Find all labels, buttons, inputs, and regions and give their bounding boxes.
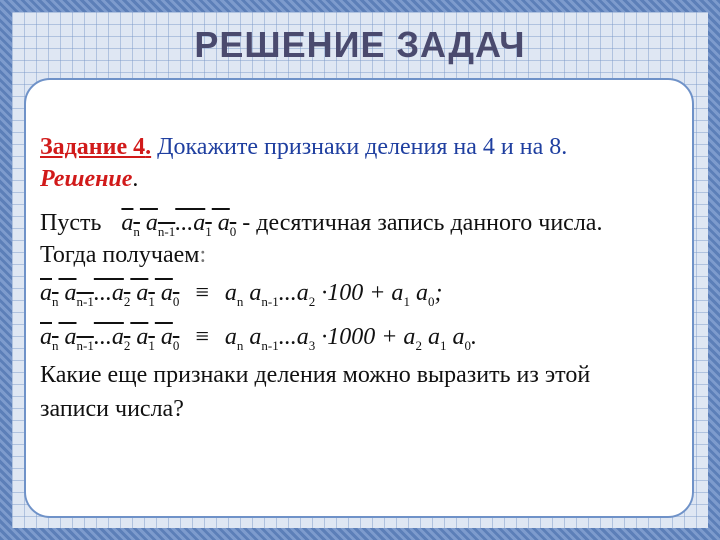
solution-label: Решение	[40, 166, 133, 192]
task-line	[40, 134, 567, 161]
then-text: Тогда получаем	[40, 242, 200, 268]
task-label-dot: .	[145, 134, 152, 160]
then-colon: :	[199, 242, 207, 268]
question-line-1: Какие еще признаки деления можно выразить из этой	[40, 362, 591, 388]
definition-text: - десятичная запись данного числа.	[242, 210, 603, 236]
let-word: Пусть	[40, 210, 102, 236]
page-title: РЕШЕНИЕ ЗАДАЧ	[194, 24, 526, 65]
formula1-lhs: $a_n$ $a_{n-1}...a_2$ $a_1$ $a_0$	[40, 280, 180, 309]
solution-dot: .	[132, 166, 139, 192]
formula-div4	[40, 280, 442, 310]
number-definition-line	[40, 210, 602, 240]
task-label: Задание 4	[40, 134, 146, 160]
formula2-equiv: ≡	[195, 324, 209, 350]
formula1-equiv: ≡	[195, 280, 209, 306]
task-text: Докажите признаки деления на 4 и на 8.	[151, 134, 568, 160]
formula1-rhs: $a_n$ $a_{n-1}...a_2 \cdot 100 + a_1$ $a_0$;	[224, 280, 443, 309]
formula2-lhs: $a_n$ $a_{n-1}...a_2$ $a_1$ $a_0$	[40, 324, 180, 353]
question-line-2: записи числа?	[40, 396, 184, 422]
number-expression: $a_n$ $a_{n-1}...a_1$ $a_0$	[121, 210, 237, 239]
then-line	[40, 242, 206, 269]
formula2-rhs: $a_n$ $a_{n-1}...a_3 \cdot 1000 + a_2$ $a_1$ $a_0$.	[224, 324, 477, 353]
solution-line	[40, 166, 138, 193]
formula-div8	[40, 324, 477, 354]
